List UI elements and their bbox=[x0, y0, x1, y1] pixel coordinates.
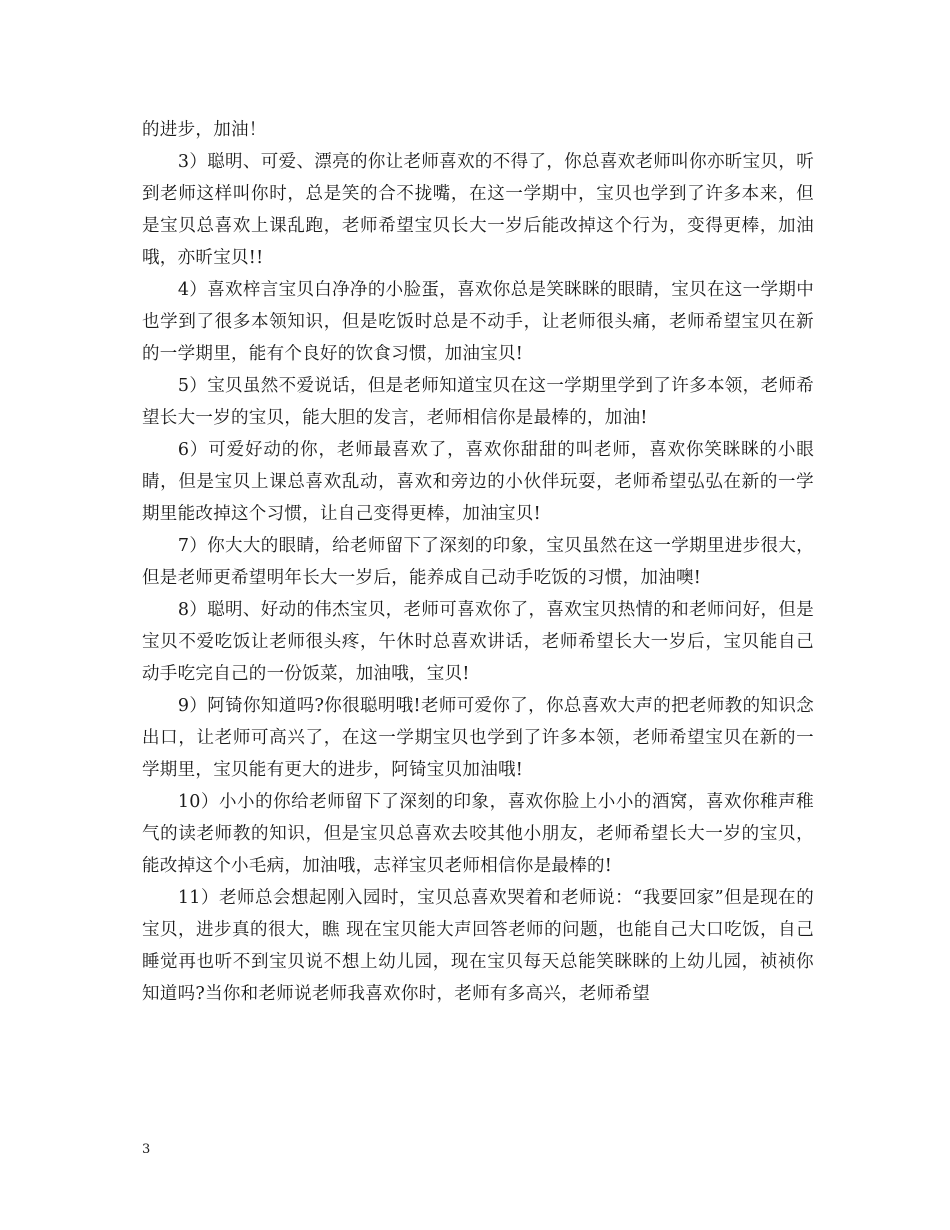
paragraph: 5）宝贝虽然不爱说话，但是老师知道宝贝在这一学期里学到了许多本领，老师希望长大一岁的宝贝，能大胆的发言，老师相信你是最棒的，加油! bbox=[142, 376, 814, 428]
paragraph: 4）喜欢梓言宝贝白净净的小脸蛋，喜欢你总是笑眯眯的眼睛，宝贝在这一学期中也学到了很多本领知识，但是吃饭时总是不动手，让老师很头痛，老师希望宝贝在新的一学期里，能有个良好的饮食习惯，加油宝贝! bbox=[142, 280, 814, 364]
paragraph: 11）老师总会想起刚入园时，宝贝总喜欢哭着和老师说：“我要回家”但是现在的宝贝，进步真的很大，瞧 现在宝贝能大声回答老师的问题，也能自己大口吃饭，自己睡觉再也听不到宝贝说不想上幼儿园，现在宝贝每天总能笑眯眯的上幼儿园，祯祯你知道吗?当你和老师说老师我喜欢你时，老师有多高兴，老师希望 bbox=[142, 888, 814, 1004]
paragraph: 8）聪明、好动的伟杰宝贝，老师可喜欢你了，喜欢宝贝热情的和老师问好，但是宝贝不爱吃饭让老师很头疼，午休时总喜欢讲话，老师希望长大一岁后，宝贝能自己动手吃完自己的一份饭菜，加油哦，宝贝! bbox=[142, 600, 814, 684]
paragraph: 6）可爱好动的你，老师最喜欢了，喜欢你甜甜的叫老师，喜欢你笑眯眯的小眼睛，但是宝贝上课总喜欢乱动，喜欢和旁边的小伙伴玩耍，老师希望弘弘在新的一学期里能改掉这个习惯，让自己变得更棒，加油宝贝! bbox=[142, 440, 814, 524]
paragraph: 10）小小的你给老师留下了深刻的印象，喜欢你脸上小小的酒窝，喜欢你稚声稚气的读老师教的知识，但是宝贝总喜欢去咬其他小朋友，老师希望长大一岁的宝贝，能改掉这个小毛病，加油哦，志祥宝贝老师相信你是最棒的! bbox=[142, 792, 814, 876]
body-text bbox=[142, 114, 814, 1010]
page-number: 3 bbox=[142, 1142, 151, 1157]
paragraph: 的进步，加油！ bbox=[142, 120, 267, 140]
paragraph: 7）你大大的眼睛，给老师留下了深刻的印象，宝贝虽然在这一学期里进步很大，但是老师更希望明年长大一岁后，能养成自己动手吃饭的习惯，加油噢! bbox=[142, 536, 814, 588]
paragraph: 9）阿锜你知道吗?你很聪明哦!老师可爱你了，你总喜欢大声的把老师教的知识念出口，让老师可高兴了，在这一学期宝贝也学到了许多本领，老师希望宝贝在新的一学期里，宝贝能有更大的进步，阿锜宝贝加油哦! bbox=[142, 696, 814, 780]
paragraph: 3）聪明、可爱、漂亮的你让老师喜欢的不得了，你总喜欢老师叫你亦昕宝贝，听到老师这样叫你时，总是笑的合不拢嘴，在这一学期中，宝贝也学到了许多本来，但是宝贝总喜欢上课乱跑，老师希望宝贝长大一岁后能改掉这个行为，变得更棒，加油哦，亦昕宝贝!! bbox=[142, 152, 814, 268]
